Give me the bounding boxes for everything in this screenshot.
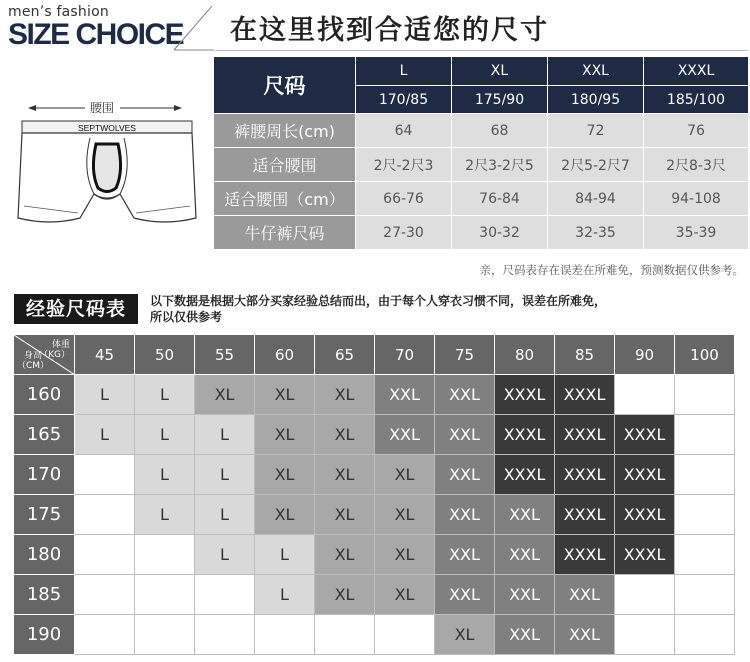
row-label: 适合腰围 [214,148,356,182]
table-cell: 30-32 [452,216,548,250]
size-cell: XXXL [615,455,675,495]
size-cell: XXL [555,575,615,615]
size-code-XXL: 180/95 [548,86,644,114]
size-cell: XL [195,375,255,415]
table-row [214,114,749,148]
size-cell [75,615,135,655]
weight-header: 75 [435,335,495,375]
size-cell: XXL [495,535,555,575]
table-cell: 84-94 [548,182,644,216]
waistband-brand: SEPTWOLVES [78,123,136,133]
table-cell: 76-84 [452,182,548,216]
height-header: 160 [14,375,75,415]
size-cell: XXL [375,415,435,455]
size-code-XXXL: 185/100 [644,86,749,114]
size-cell: XXL [375,375,435,415]
size-XXL: XXL [548,57,644,86]
weight-header: 55 [195,335,255,375]
row-label: 牛仔裤尺码 [214,216,356,250]
experience-size-grid [13,334,735,655]
size-cell: XL [375,575,435,615]
table-row [14,495,735,535]
table-row [14,415,735,455]
size-cell [675,495,735,535]
size-cell: XXXL [615,415,675,455]
table-row [214,182,749,216]
size-header: 尺码 [214,57,356,114]
size-cell [615,375,675,415]
weight-header: 100 [675,335,735,375]
size-cell [75,575,135,615]
weight-header: 60 [255,335,315,375]
description-line-2: 所以仅供参考 [150,310,223,324]
size-cell: XXL [495,615,555,655]
size-cell [615,615,675,655]
weight-header: 90 [615,335,675,375]
size-cell: XL [375,455,435,495]
size-cell: L [75,375,135,415]
size-cell [135,535,195,575]
table-cell: 68 [452,114,548,148]
height-header: 170 [14,455,75,495]
size-cell [675,535,735,575]
height-header: 180 [14,535,75,575]
weight-header: 65 [315,335,375,375]
size-cell [375,615,435,655]
size-cell [615,575,675,615]
weight-header: 85 [555,335,615,375]
size-cell: L [135,375,195,415]
brand-title: SIZE CHOICE [8,18,184,51]
size-cell: L [255,575,315,615]
size-cell: XXXL [555,495,615,535]
description-line-1: 以下数据是根据大部分买家经验总结而出，由于每个人穿衣习惯不同，误差在所难免， [150,294,607,308]
table-cell: 32-35 [548,216,644,250]
size-cell: XXL [435,575,495,615]
size-cell: XL [315,575,375,615]
table-cell: 27-30 [356,216,452,250]
table-cell: 35-39 [644,216,749,250]
table-cell: 94-108 [644,182,749,216]
weight-header: 80 [495,335,555,375]
weight-axis-label: 体重 （KG） [39,340,70,360]
size-cell: XXXL [495,455,555,495]
size-cell: XXL [435,535,495,575]
table-cell: 2尺5-2尺7 [548,148,644,182]
size-cell [675,415,735,455]
size-cell: XL [375,495,435,535]
size-code-XL: 175/90 [452,86,548,114]
weight-header: 70 [375,335,435,375]
header-divider [215,50,748,51]
table-cell: 2尺3-2尺5 [452,148,548,182]
briefs-illustration [10,96,208,236]
size-cell [675,575,735,615]
size-cell: XXXL [555,415,615,455]
size-cell: XL [255,375,315,415]
size-cell: XXXL [495,375,555,415]
size-cell: XXL [495,495,555,535]
size-cell: XXXL [555,535,615,575]
size-cell [675,375,735,415]
size-cell [675,455,735,495]
size-chart-table [213,56,749,250]
height-axis-label: 身高 （CM） [17,351,50,371]
size-cell: XXL [495,575,555,615]
size-cell: XXXL [615,535,675,575]
size-cell: XXXL [555,455,615,495]
size-cell: XXXL [615,495,675,535]
size-cell: XXL [555,615,615,655]
size-cell: XL [255,415,315,455]
size-cell: XL [255,495,315,535]
size-cell: XL [375,535,435,575]
weight-header: 45 [75,335,135,375]
size-cell: L [255,535,315,575]
size-cell: XL [315,415,375,455]
table-row [14,455,735,495]
table-cell: 64 [356,114,452,148]
size-code-L: 170/85 [356,86,452,114]
size-XL: XL [452,57,548,86]
size-cell: L [135,495,195,535]
size-cell [135,615,195,655]
height-header: 185 [14,575,75,615]
size-cell [255,615,315,655]
table-cell: 66-76 [356,182,452,216]
row-label: 裤腰周长(cm) [214,114,356,148]
size-cell: XXXL [555,375,615,415]
row-label: 适合腰围（cm） [214,182,356,216]
table-row [14,375,735,415]
grid-corner [14,335,75,375]
size-cell: XL [315,495,375,535]
size-L: L [356,57,452,86]
size-cell: L [135,455,195,495]
size-cell [75,535,135,575]
size-cell: L [135,415,195,455]
height-header: 190 [14,615,75,655]
page-title: 在这里找到合适您的尺寸 [230,15,549,46]
size-cell [675,615,735,655]
brand-subtitle: men’s fashion [8,4,109,20]
size-cell: XXL [435,375,495,415]
table-row [214,216,749,250]
size-cell: XXL [435,495,495,535]
header-slash-decoration [172,4,214,52]
table-cell: 2尺-2尺3 [356,148,452,182]
size-cell [75,495,135,535]
size-cell: XXL [435,455,495,495]
experience-description [150,293,720,325]
size-cell: L [195,455,255,495]
experience-title: 经验尺码表 [14,294,138,324]
table-row [214,148,749,182]
table-row [14,575,735,615]
height-header: 165 [14,415,75,455]
disclaimer-note: 亲，尺码表存在误差在所难免，预测数据仅供参考。 [479,263,744,277]
size-cell: L [75,415,135,455]
size-XXXL: XXXL [644,57,749,86]
size-cell: L [195,495,255,535]
table-cell: 2尺8-3尺 [644,148,749,182]
size-cell: XL [255,455,315,495]
size-cell: XL [315,535,375,575]
size-cell: L [195,535,255,575]
size-cell: XXXL [495,415,555,455]
weight-header: 50 [135,335,195,375]
size-cell [315,615,375,655]
size-cell: L [195,415,255,455]
size-cell [135,575,195,615]
size-cell: XL [315,375,375,415]
size-cell: XXL [435,415,495,455]
table-cell: 76 [644,114,749,148]
size-cell: XL [315,455,375,495]
table-row [14,615,735,655]
size-cell [195,615,255,655]
size-cell [195,575,255,615]
height-header: 175 [14,495,75,535]
size-cell: XL [435,615,495,655]
waist-label: 腰围 [89,101,115,115]
table-cell: 72 [548,114,644,148]
table-row [14,535,735,575]
size-cell [75,455,135,495]
